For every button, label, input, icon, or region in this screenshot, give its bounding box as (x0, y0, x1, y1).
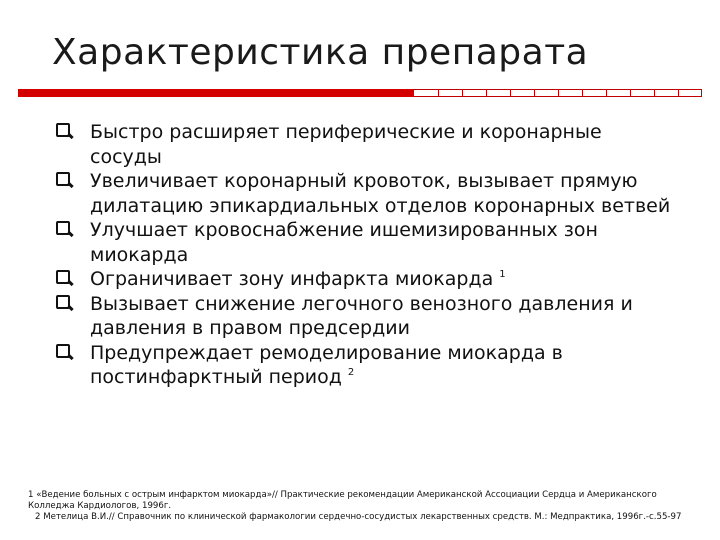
divider-tick (510, 89, 511, 97)
checkbox-q-icon (56, 123, 70, 137)
bullet-text: Увеличивает коронарный кровоток, вызывает прямую дилатацию эпикардиальных отделов коронарных ветвей (90, 170, 671, 217)
divider-tick (486, 89, 487, 97)
checkbox-q-icon (56, 344, 70, 358)
title-divider (18, 89, 702, 98)
divider-tick (582, 89, 583, 97)
footnote: 1 «Ведение больных с острым инфарктом миокарда»// Практические рекомендации Американской Ассоциации Сердца и Американского Колледжа Кардиологов, 1996г. (28, 490, 657, 512)
list-item (54, 292, 674, 341)
bullet-text: Быстро расширяет периферические и коронарные сосуды (90, 121, 602, 168)
bullet-text: Улучшает кровоснабжение ишемизированных зон миокарда (90, 219, 598, 266)
divider-tick (678, 89, 679, 97)
footnotes (28, 490, 700, 524)
checkbox-q-icon (56, 295, 70, 309)
list-item (54, 120, 674, 169)
checkbox-q-icon (56, 172, 70, 186)
bullet-text: Предупреждает ремоделирование миокарда в постинфарктный период (90, 341, 563, 388)
list-item (54, 169, 674, 218)
divider-tick (701, 89, 702, 97)
divider-tick (534, 89, 535, 97)
divider-red-bar (18, 89, 414, 97)
divider-tick (630, 89, 631, 97)
slide-title: Характеристика препарата (52, 32, 589, 73)
checkbox-q-icon (56, 270, 70, 284)
bullet-text: Ограничивает зону инфаркта миокарда (90, 268, 494, 290)
divider-tick (606, 89, 607, 97)
divider-tick (438, 89, 439, 97)
list-item (54, 267, 674, 292)
footnote-ref: 1 (499, 269, 506, 280)
bullet-list (54, 120, 674, 390)
bullet-text: Вызывает снижение легочного венозного давления и давления в правом предсердии (90, 292, 633, 339)
divider-tick (462, 89, 463, 97)
footnote-ref: 2 (347, 367, 355, 378)
divider-tick (654, 89, 655, 97)
divider-tick (558, 89, 559, 97)
list-item (54, 218, 674, 267)
list-item (54, 341, 674, 390)
checkbox-q-icon (56, 221, 70, 235)
footnote: 2 Метелица В.И.// Справочник по клинической фармакологии сердечно-сосудистых лекарственных средств. М.: Медпрактика, 1996г.-с.55-97 (35, 512, 682, 523)
